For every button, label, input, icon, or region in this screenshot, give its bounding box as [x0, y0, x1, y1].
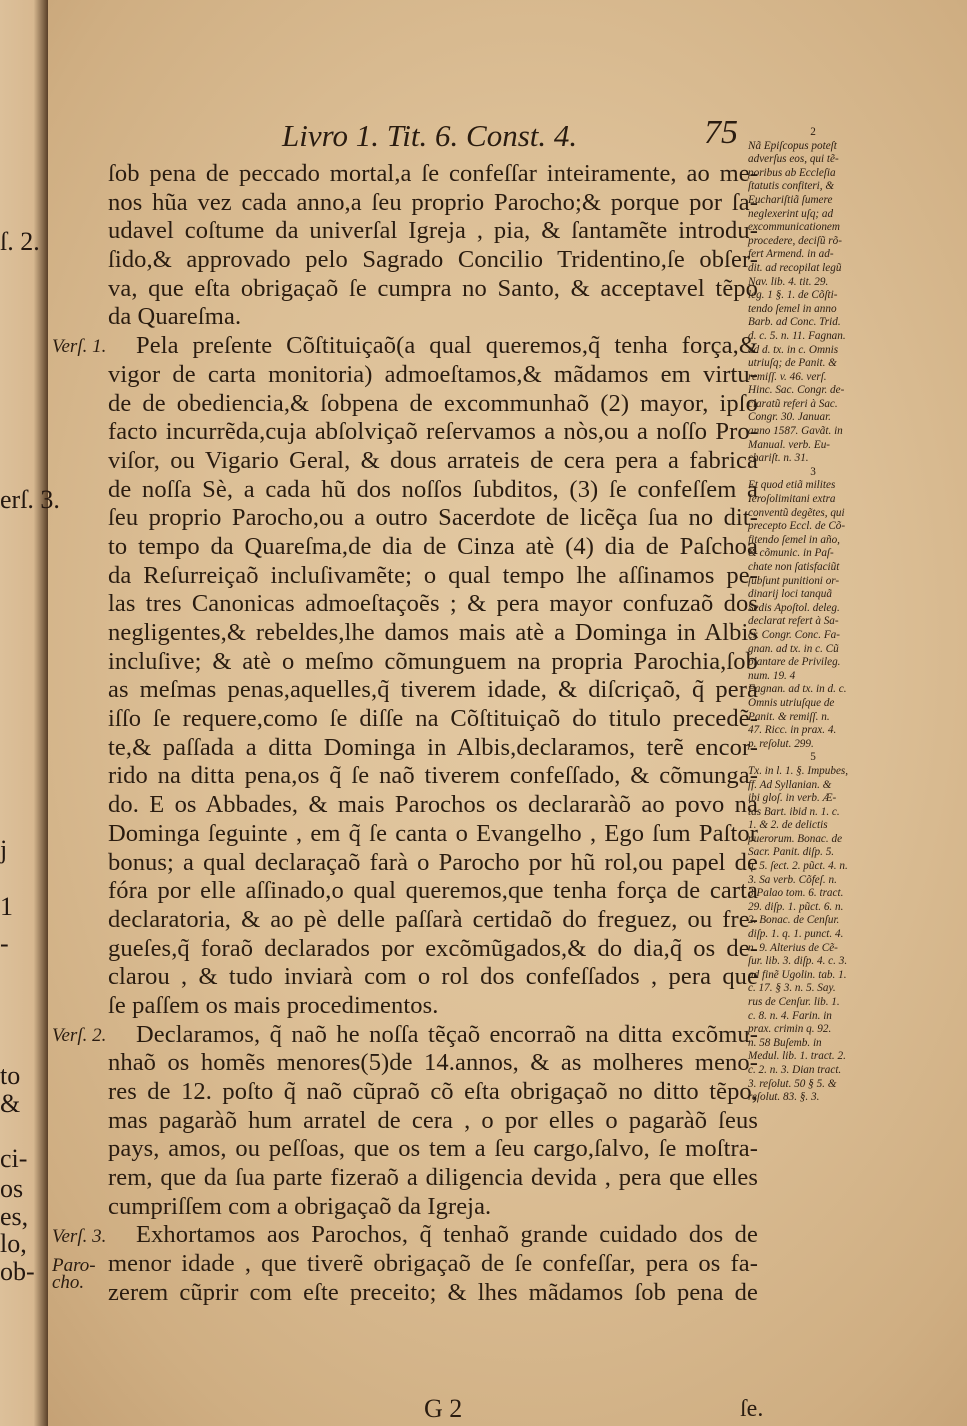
previous-page-fragment: j [0, 835, 8, 864]
margin-note-line: tas Bart. ibid n. 1. c. [748, 805, 840, 818]
text-line: rem, que da ſua parte fizeraõ a diligencia devida , pera que elles [108, 1164, 758, 1192]
margin-note-line: Euchariſtiã ſumere [748, 193, 833, 206]
margin-note-line: num. 19. 4 [748, 669, 796, 682]
margin-note-line: Hinc. Sac. Congr. de- [748, 384, 845, 397]
margin-note-line: adverſus eos, qui tẽ- [748, 153, 839, 166]
text-line: mas pagaràõ hum arratel de cera , o por elles o pagaràõ ſeus [108, 1106, 758, 1134]
margin-note-line: Barb. ad Conc. Trid. [748, 316, 841, 329]
text-line: to tempo da Quareſma,de dia de Cinza atè (4) dia de Paſchoa [108, 532, 758, 560]
left-margin-label: Verſ. 2. [52, 1025, 107, 1046]
margin-note-line: ſur. lib. 3. diſp. 4. c. 3. [748, 955, 848, 968]
margin-note-line: 2. Bonac. de Cenſur. [748, 914, 840, 927]
margin-note-line: dit. ad recopilat legũ [748, 261, 842, 274]
previous-page-edge [0, 0, 60, 1426]
margin-note-line: ad finẽ Ugolin. tab. 1. [748, 968, 847, 981]
previous-page-fragment: erſ. 3. [0, 485, 60, 514]
margin-note-line: Nã Epiſcopus poteſt [748, 139, 837, 152]
text-line: incluſive; & atè o meſmo cõmunguem na propria Parochia,ſob [108, 647, 758, 675]
margin-note-line: Omnis utriuſque de [748, 696, 835, 709]
margin-notes [748, 126, 878, 1105]
margin-note-line: puerorum. Bonac. de [748, 832, 843, 845]
text-line: de noſſa Sè, a cada hũ dos noſſos ſubditos, (3) ſe confeſſem a [108, 475, 758, 503]
previous-page-fragment: ſ. 2. [0, 227, 40, 256]
text-line: cumpriſſem com a obrigaçaõ da Igreja. [108, 1192, 492, 1220]
margin-note-line: precepto Eccl. de Cõ- [748, 520, 846, 533]
margin-note-line: poribus ab Eccleſia [748, 166, 836, 179]
margin-note-line: tendo ſemel in anno [748, 302, 837, 315]
margin-note-line: dinarij loci tanquã [748, 588, 832, 601]
margin-note-line: anno 1587. Gavãt. in [748, 425, 843, 438]
margin-note-line: fitendo ſemel in año, [748, 533, 840, 546]
previous-page-fragment: - [0, 929, 9, 958]
text-line: iſſo ſe requere,como ſe diſſe na Cõſtituiçaõ do titulo precedẽ- [108, 705, 758, 733]
margin-note-line: Sedis Apoſtol. deleg. [748, 601, 840, 614]
text-line: zerem cũprir com eſte preceito; & lhes mãdamos ſob pena de [108, 1278, 758, 1306]
text-line: as meſmas penas,aquelles,q̃ tiverem idade, & diſcriçaõ, q̃ pera [108, 676, 758, 704]
margin-note-line: p. reſolut. 299. [748, 737, 814, 750]
text-line: negligentes,& rebeldes,lhe damos mais atè a Dominga in Albis [108, 619, 758, 646]
margin-note-line: ad d. tx. in c. Omnis [748, 343, 839, 356]
margin-note-line: n. 9. Alterius de Cẽ- [748, 941, 838, 954]
margin-note-line: n. 58 Buſemb. in [748, 1036, 822, 1049]
text-line: las tres Canonicas admoeſtaçoẽs ; & pera mayor confuzaõ dos [108, 590, 758, 618]
text-line: ſe paſſem os mais procedimentos. [108, 991, 439, 1019]
text-line: Dominga ſeguinte , em q̃ ſe canta o Evangelho , Ego ſum Paſtor [108, 819, 758, 847]
margin-note-line: plantare de Privileg. [748, 656, 841, 669]
margin-note-line: Manual. verb. Eu- [748, 438, 831, 451]
text-line: da Quareſma. [108, 303, 242, 331]
margin-note-line: 3 Palao tom. 6. tract. [748, 887, 844, 900]
margin-note-line: 3 [810, 465, 816, 478]
margin-note-line: chate non ſatisfaciũt [748, 561, 840, 573]
left-margin-label: Verſ. 1. [52, 336, 107, 358]
previous-page-fragment: os [0, 1174, 24, 1203]
folio-number: 75 [704, 114, 738, 151]
margin-note-line: 47. Ricc. in prax. 4. [748, 724, 837, 737]
text-line: te,& paſſada a ditta Dominga in Albis,declaramos, terẽ encor- [108, 733, 758, 761]
text-line: Declaramos, q̃ naõ he noſſa tẽçaõ encorraõ na ditta excõmu- [136, 1020, 758, 1048]
margin-note-line: Ieroſolimitani extra [748, 493, 836, 506]
text-line: rido na ditta pena,os q̃ ſe naõ tiverem confeſſado, & cõmunga- [108, 762, 758, 790]
main-text-block [108, 160, 758, 1308]
text-line: nhaõ os homẽs menores(5)de 14.annos, & as molheres meno- [108, 1049, 758, 1077]
previous-page-fragment: & [0, 1089, 21, 1118]
margin-note-line: Medul. lib. 1. tract. 2. [748, 1050, 846, 1063]
margin-note-line: cr. Congr. Conc. Fa- [748, 628, 840, 641]
text-line: menor idade , que tiverẽ obrigaçaõ de ſe confeſſar, pera os fa- [108, 1250, 758, 1278]
catchword: ſe. [740, 1396, 764, 1422]
margin-note-line: c. 8. n. 4. Farin. in [748, 1009, 832, 1022]
text-line: gueſes,q̃ foraõ declarados por excõmũgados,& do dia,q̃ os de- [108, 934, 758, 962]
margin-note-line: 29. diſp. 1. pũct. 6. n. [748, 900, 844, 913]
margin-note-line: conventũ degẽtes, qui [748, 506, 845, 519]
margin-note-line: Panit. & remiſſ. n. [748, 710, 830, 723]
text-line: ſeu proprio Parocho,ou a outro Sacerdote de licẽça ſua no dit- [108, 504, 758, 532]
margin-note-line: utriuſq; de Panit. & [748, 357, 837, 370]
margin-note-line: ſubſunt punitioni or- [748, 574, 840, 587]
margin-note-line: 1. & 2. de delictis [748, 819, 828, 832]
margin-note-line: Sacr. Panit. diſp. 5. [748, 846, 835, 859]
text-line: Exhortamos aos Parochos, q̃ tenhaõ grande cuidado dos de [136, 1221, 758, 1249]
margin-note-line: ibi gloſ. in verb. Æ- [748, 792, 837, 805]
margin-note-line: diſp. 1. q. 1. punct. 4. [748, 928, 844, 941]
text-line: Pela preſente Cõſtituiçaõ(a qual queremos,q̃ tenha força,& [136, 332, 758, 360]
text-line: udavel coſtume da univerſal Igreja , pia, & ſantamẽte introdu- [108, 217, 758, 245]
left-margin-label: Verſ. 3. [52, 1225, 107, 1247]
margin-note-line: d. c. 5. n. 11. Fagnan. [748, 329, 846, 342]
margin-note-line: reſolut. 83. §. 3. [748, 1091, 820, 1104]
text-line: ſob pena de peccado mortal,a ſe confeſſar inteiramente, ao me- [108, 160, 758, 187]
margin-note-line: remiſſ. v. 46. verſ. [748, 370, 827, 383]
text-line: ſido,& approvado pelo Sagrado Concilio Tridentino,ſe obſer- [108, 246, 758, 274]
margin-note-line: Tx. in l. 1. §. Impubes, [748, 764, 849, 777]
previous-page-fragment: es, [0, 1202, 29, 1231]
margin-note-line: procedere, deciſũ rõ- [748, 234, 842, 247]
text-line: fóra por elle aſſinado,o qual queremos,que tenha força de carta [108, 877, 758, 905]
margin-note-line: & cõmunic. in Paſ- [748, 547, 834, 560]
text-line: da Reſurreiçaõ incluſivamẽte; o qual tempo lhe aſſinamos pe- [108, 561, 758, 589]
text-line: facto incurrẽda,cuja abſolviçaõ reſervamos a nòs,ou a noſſo Pro- [108, 418, 758, 446]
text-line: nos hũa vez cada anno,a ſeu proprio Parocho;& porque por ſa- [108, 188, 758, 216]
previous-page-fragment: 1 [0, 892, 13, 921]
margin-note-line: q. 5. ſect. 2. pũct. 4. n. [748, 860, 848, 873]
previous-page-fragment: lo, [0, 1229, 27, 1258]
margin-note-line: fert Armend. in ad- [748, 248, 834, 261]
margin-note-line: gnan. ad tx. in c. Cũ [748, 642, 839, 655]
margin-note-line: Congr. 30. Januar. [748, 411, 831, 424]
previous-page-fragment: ci- [0, 1144, 28, 1173]
margin-note-line: 3. Sa verb. Cõfeſ. n. [748, 873, 837, 886]
margin-note-line: claratũ referi à Sac. [748, 397, 838, 410]
text-line: pays, amos, ou peſſoas, que os tem a ſeu cargo,ſalvo, ſe moſtra- [108, 1135, 758, 1163]
left-margin-label: cho. [52, 1271, 85, 1293]
margin-note-line: neglexerint uſq; ad [748, 207, 834, 220]
margin-note-line: excommunicationem [748, 221, 840, 234]
margin-note-line: ſtatutis confiteri, & [748, 180, 835, 193]
margin-note-line: ff. Ad Syllanian. & [748, 778, 832, 791]
margin-note-line: Et quod etiã milites [748, 479, 836, 492]
text-line: clarou , & tudo inviarà com o rol dos confeſſados , pera que [108, 963, 758, 991]
running-title: Livro 1. Tit. 6. Const. 4. [282, 118, 578, 153]
margin-note-line: 2 [810, 126, 816, 138]
text-line: do. E os Abbades, & mais Parochos os declararàõ ao povo na [108, 791, 758, 819]
margin-note-line: leg. 1 §. 1. de Cõſti- [748, 289, 838, 302]
margin-note-line: chariſt. n. 31. [748, 452, 809, 465]
left-margin-label: Paro- [52, 1254, 96, 1276]
text-line: declaratoria, & ao pè delle paſſarà certidaõ do freguez, ou fre- [108, 905, 758, 933]
text-line: de de obediencia,& ſobpena de excommunhaõ (2) mayor, ipſo [108, 389, 758, 417]
margin-note-line: Nav. lib. 4. tit. 29. [748, 275, 829, 288]
text-line: bonus; a qual declaraçaõ farà o Parocho por hũ rol,ou papel de [108, 848, 758, 876]
text-line: viſor, ou Vigario Geral, & dous arrateis de cera pera a fabrica [108, 446, 758, 474]
margin-note-line: 5 [810, 751, 816, 764]
margin-note-line: 3. reſolut. 50 § 5. & [748, 1077, 837, 1090]
previous-page-fragment: to [0, 1061, 21, 1090]
signature-mark: G 2 [424, 1394, 463, 1423]
margin-note-line: rus de Cenſur. lib. 1. [748, 996, 840, 1008]
margin-note-line: Fagnan. ad tx. in d. c. [748, 683, 847, 696]
previous-page-fragment: ob- [0, 1257, 35, 1286]
text-line: res de 12. poſto q̃ naõ cũpraõ cõ eſta obrigaçaõ no ditto tẽpo, [108, 1078, 758, 1105]
text-line: vigor de carta monitoria) admoeſtamos,& mãdamos em virtu- [108, 360, 758, 388]
text-line: va, que eſta obrigaçaõ ſe cumpra no Santo, & acceptavel tẽpo [108, 274, 758, 302]
margin-note-line: c. 2. n. 3. Dian tract. [748, 1063, 842, 1076]
margin-note-line: declarat refert à Sa- [748, 615, 839, 628]
margin-note-line: c. 17. § 3. n. 5. Say. [748, 982, 836, 995]
margin-note-line: prax. crimin q. 92. [748, 1023, 832, 1036]
